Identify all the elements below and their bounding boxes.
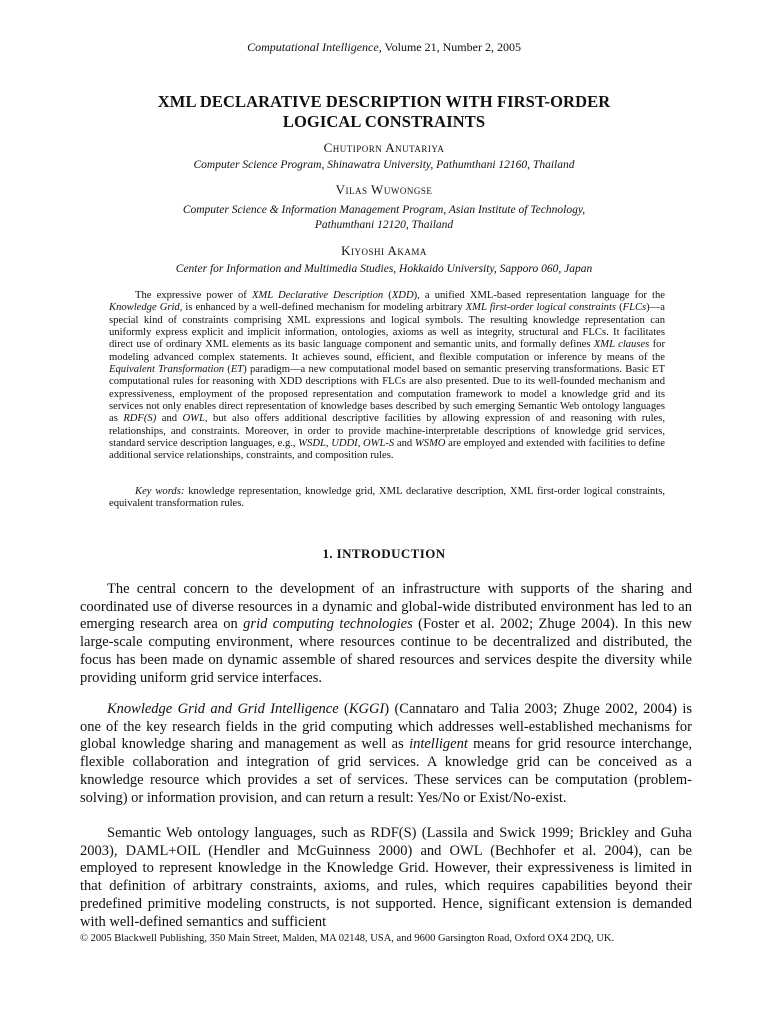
author-affiliation-3: [90, 262, 678, 277]
text-run: The central concern to the development of an infrastructure with supports of the sharing and coordinated use of diverse resources in a dynamic and global-wide distributed environment has led to an emerging research area on: [80, 581, 692, 633]
volume-info: Volume 21, Number 2, 2005: [381, 40, 521, 54]
affiliation-line: Computer Science & Information Management Program, Asian Institute of Technology,: [182, 204, 586, 216]
italic-term: FLCs: [622, 302, 647, 314]
italic-term: grid computing technologies: [243, 616, 413, 633]
body-paragraph-3: [80, 825, 692, 931]
author-name-2: Vilas Wuwongse: [335, 182, 433, 197]
author-name-1: Chutiporn Anutariya: [323, 140, 445, 155]
text-run: (: [616, 302, 623, 314]
journal-name: Computational Intelligence,: [247, 40, 382, 54]
keywords-text: knowledge representation, knowledge grid, XML declarative description, XML first-order logical constraints, equivalent transformation rules.: [109, 486, 665, 510]
italic-term: OWL-S: [363, 438, 395, 450]
author-affiliation-1: [90, 158, 678, 173]
text-run: ,: [357, 438, 364, 450]
italic-term: OWL: [182, 413, 205, 425]
text-run: ) paradigm—a new computational model based on semantic preserving transformations. Basic ET computational rules for reasoning with XDD descriptions with FLCs are also presented. Due to its well-founded mechanism and expressiveness, employment of the proposed representation and computation framework to model a knowledge grid and its services not only enables direct representation of knowledge bases described by such emerging Semantic Web ontology languages as: [109, 364, 665, 425]
text-run: (: [224, 364, 231, 376]
keywords-label: Key words:: [135, 486, 185, 497]
text-run: Semantic Web ontology languages, such as RDF(S) (Lassila and Swick 1999; Brickley and Guha 2003), DAML+OIL (Hendler and McGuinness 2000) and OWL (Bechhofer et al. 2004), can be employed to represent knowledge in the Knowledge Grid. However, their expressiveness is limited in that definition of arbitrary constraints, axioms, and rules, which requires capabilities beyond their predefined primitive modeling constructs, is not supported. Hence, significant extension is demanded with well-defined semantics and sufficient: [80, 825, 692, 930]
affiliation-line: Computer Science Program, Shinawatra University, Pathumthani 12160, Thailand: [193, 159, 575, 171]
text-run: are employed and extended with facilities to define additional service relationships, constraints, and composition rules.: [109, 438, 666, 462]
abstract: [109, 290, 665, 463]
text-run: (: [338, 701, 349, 717]
affiliation-line: Pathumthani 12120, Thailand: [314, 219, 454, 231]
text-run: ), a unified XML-based representation language for the: [413, 290, 665, 301]
italic-term: XML Declarative Description: [251, 290, 384, 301]
text-run: means for grid resource interchange, flexible collaboration and integration of grid services. A knowledge grid can be conceived as a knowledge resource which provides a set of services. These services can be computation (problem-solving) or information provision, and can return a result: Yes/No or Exist/No-exist.: [80, 736, 693, 806]
affiliation-line: Center for Information and Multimedia Studies, Hokkaido University, Sapporo 060, Japan: [175, 263, 593, 275]
italic-term: XML clauses: [593, 339, 650, 351]
body-paragraph-2: [80, 701, 692, 807]
author-name-3: Kiyoshi Akama: [341, 243, 427, 258]
italic-term: Knowledge Grid and Grid Intelligence: [107, 701, 339, 717]
text-run: and: [156, 413, 183, 425]
italic-term: RDF(S): [123, 413, 157, 425]
italic-term: WSMO: [414, 438, 446, 450]
text-run: for modeling advanced complex statements. It achieves sound, efficient, and flexible computation or inference by means of the: [109, 339, 665, 363]
text-run: , but also offers additional descriptive facilities by allowing expression of and reasoning with rules, relationships, and constraints. Moreover, in order to provide machine-interpretable descriptions of knowledge grid services, standard service description languages, e.g.,: [109, 413, 665, 450]
text-run: )—a special kind of constraints comprising XML expressions and logical symbols. The resulting knowledge representation can uniformly express explicit and implicit information, ontologies, axioms as well as integrity, structural and FLCs. It facilitates direct use of ordinary XML elements as its basic language component and semantic units, and formally defines: [109, 302, 665, 351]
keywords: [109, 486, 665, 511]
text-run: The expressive power of: [135, 290, 252, 301]
italic-term: intelligent: [409, 736, 468, 753]
body-paragraph-1: [80, 581, 692, 687]
running-head: [0, 40, 768, 55]
italic-term: Equivalent Transformation: [109, 364, 225, 376]
text-run: ) (Cannataro and Talia 2003; Zhuge 2002, 2004) is one of the key research fields in the grid computing which addresses well-established mechanisms for global knowledge sharing and management as well as: [80, 701, 692, 753]
title-line-2: LOGICAL CONSTRAINTS: [282, 112, 486, 131]
text-run: (: [383, 290, 392, 301]
italic-term: Knowledge Grid: [109, 302, 180, 314]
author-affiliation-2: [90, 203, 678, 233]
italic-term: XML first-order logical constraints: [465, 302, 617, 314]
italic-term: KGGI: [348, 701, 385, 717]
section-heading: 1. INTRODUCTION: [322, 546, 446, 561]
text-run: ,: [325, 438, 332, 450]
italic-term: WSDL: [298, 438, 326, 450]
copyright-footer: © 2005 Blackwell Publishing, 350 Main Street, Malden, MA 02148, USA, and 9600 Garsington Road, Oxford OX4 2DQ, UK.: [80, 933, 615, 944]
italic-term: XDD: [391, 290, 414, 301]
text-run: (Foster et al. 2002; Zhuge 2004). In this new large-scale computing environment, where resources continue to be decentralized and distributed, the focus has been made on dynamic assemble of shared resources and services despite the diversity while providing uniform grid service interfaces.: [80, 616, 692, 686]
paper-title: [60, 92, 708, 132]
title-line-1: XML DECLARATIVE DESCRIPTION WITH FIRST-ORDER: [157, 92, 611, 111]
text-run: , is enhanced by a well-defined mechanism for modeling arbitrary: [179, 302, 466, 314]
italic-term: UDDI: [331, 438, 358, 450]
italic-term: ET: [230, 364, 244, 376]
text-run: and: [394, 438, 415, 450]
